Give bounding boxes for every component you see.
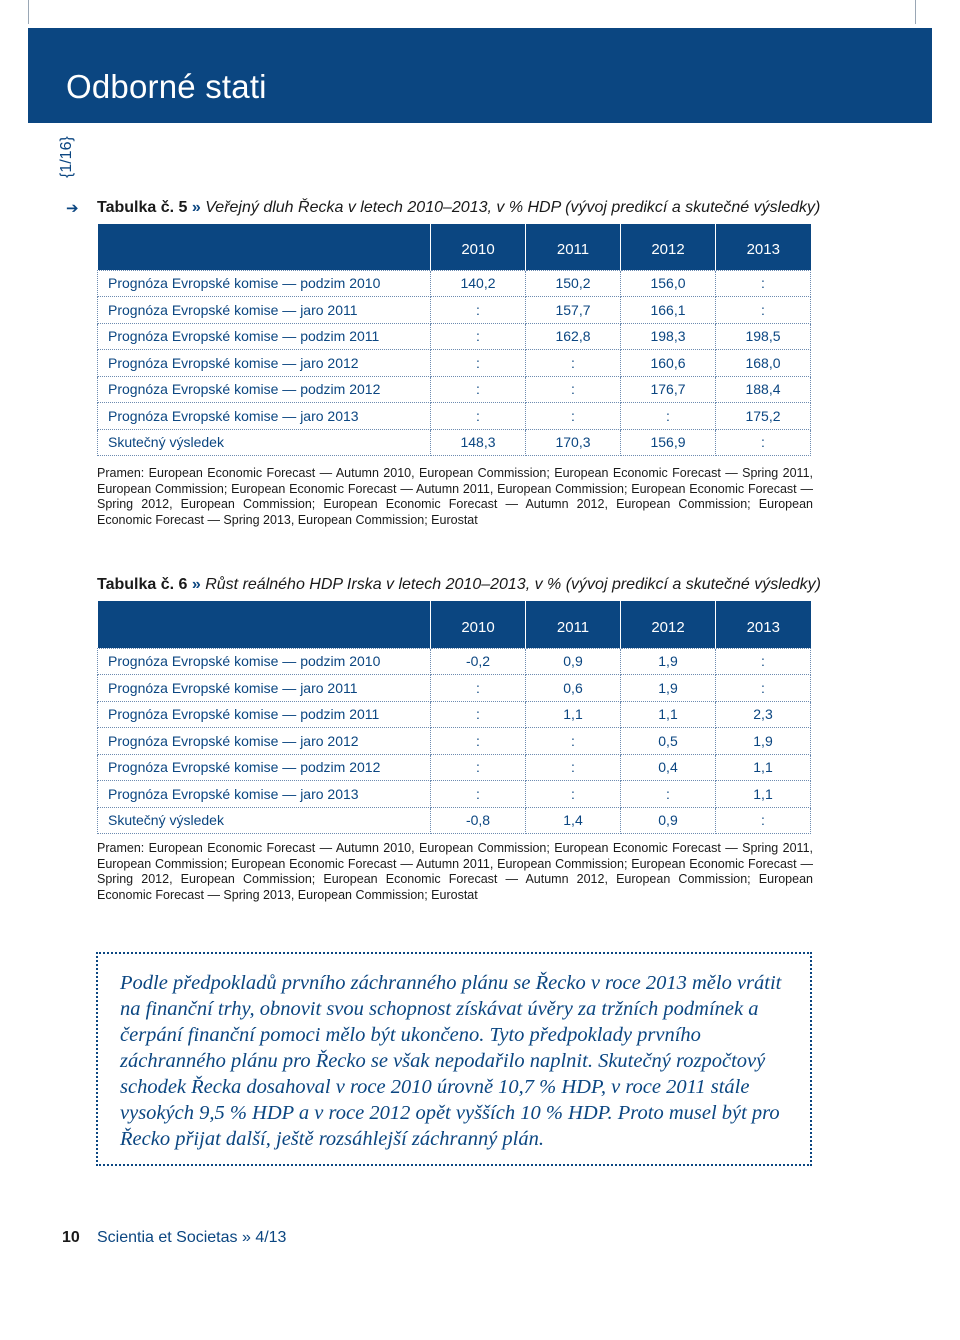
table5-header-row xyxy=(98,224,811,270)
page-number: 10 xyxy=(62,1229,80,1246)
table-cell: : xyxy=(716,429,811,456)
row-label: Prognóza Evropské komise — jaro 2012 xyxy=(98,350,431,377)
table-cell: 1,9 xyxy=(621,675,716,702)
table-cell: 1,4 xyxy=(526,807,621,834)
row-label: Prognóza Evropské komise — podzim 2012 xyxy=(98,376,431,403)
table-cell: 150,2 xyxy=(526,270,621,297)
table5-label: Tabulka č. 5 xyxy=(97,199,188,216)
table5-caption xyxy=(97,199,820,217)
table-cell: 198,3 xyxy=(621,323,716,350)
table-cell: 156,9 xyxy=(621,429,716,456)
table-cell: 176,7 xyxy=(621,376,716,403)
table-row xyxy=(98,297,811,324)
table5-body xyxy=(98,270,811,456)
table5 xyxy=(97,224,811,456)
table-cell: -0,8 xyxy=(431,807,526,834)
table-cell: : xyxy=(526,781,621,808)
table-row xyxy=(98,323,811,350)
table-cell: : xyxy=(526,754,621,781)
table-cell: : xyxy=(431,323,526,350)
table-cell: : xyxy=(431,403,526,430)
table-cell: : xyxy=(431,376,526,403)
table5-source: Pramen: European Economic Forecast — Autumn 2010, European Commission; European Economic Forecast — Spring 2011, European Commission; European Economic Forecast — Autumn 2011, European Commission; European Economic Forecast — Spring 2012, European Commission; European Economic Forecast — Autumn 2012, European Commission; European Economic Forecast — Spring 2013, European Commission; Eurostat xyxy=(97,466,813,527)
table-cell: 198,5 xyxy=(716,323,811,350)
table-cell: : xyxy=(431,297,526,324)
table-cell: -0,2 xyxy=(431,648,526,675)
table6-title: Růst reálného HDP Irska v letech 2010–2013, v % (vývoj predikcí a skutečné výsledky) xyxy=(205,576,821,593)
table-cell: 1,9 xyxy=(716,728,811,755)
table6-separator: » xyxy=(191,576,201,593)
row-label: Prognóza Evropské komise — jaro 2011 xyxy=(98,675,431,702)
row-label: Prognóza Evropské komise — jaro 2012 xyxy=(98,728,431,755)
row-label: Prognóza Evropské komise — podzim 2011 xyxy=(98,323,431,350)
quote-text: Podle předpokladů prvního záchranného plánu se Řecko v roce 2013 mělo vrátit na finanční trhy, obnovit svou schopnost získávat úvěry za tržních podmínek a čerpání finanční pomoci mělo být ukončeno. Tyto předpoklady prvního záchranného plánu pro Řecko se však nepodařilo naplnit. Skutečný rozpočtový schodek Řecka dosahoval v roce 2010 úrovně 10,7 % HDP, v roce 2011 stále vysokých 9,5 % HDP a v roce 2012 opět vyšších 10 % HDP. Proto musel být pro Řecko přijat další, ještě rozsáhlejší záchranný plán. xyxy=(120,972,782,1150)
table-cell: : xyxy=(716,807,811,834)
table-row xyxy=(98,648,811,675)
table-row xyxy=(98,701,811,728)
table6-caption xyxy=(97,576,821,594)
table-cell: : xyxy=(431,675,526,702)
table5-col-2011: 2011 xyxy=(526,224,621,270)
table-row xyxy=(98,270,811,297)
table5-col-label xyxy=(98,224,431,270)
table-cell: : xyxy=(431,701,526,728)
crop-mark-right xyxy=(915,0,916,24)
table6-col-2011: 2011 xyxy=(526,601,621,648)
table6-label: Tabulka č. 6 xyxy=(97,576,188,593)
row-label: Prognóza Evropské komise — podzim 2010 xyxy=(98,648,431,675)
table-row xyxy=(98,728,811,755)
section-title: Odborné stati xyxy=(66,68,267,105)
table-cell: : xyxy=(431,754,526,781)
crop-mark-left xyxy=(28,0,29,24)
arrow-right-icon: ➔ xyxy=(66,200,79,217)
table-cell: 160,6 xyxy=(621,350,716,377)
table-cell: : xyxy=(526,728,621,755)
table-cell: : xyxy=(716,648,811,675)
table-cell: 0,5 xyxy=(621,728,716,755)
table-cell: 168,0 xyxy=(716,350,811,377)
row-label: Prognóza Evropské komise — jaro 2013 xyxy=(98,781,431,808)
table-row xyxy=(98,376,811,403)
table5-separator: » xyxy=(191,199,201,216)
table-cell: 0,9 xyxy=(526,648,621,675)
table6-col-2013: 2013 xyxy=(716,601,811,648)
table-cell: 1,1 xyxy=(526,701,621,728)
row-label: Skutečný výsledek xyxy=(98,807,431,834)
table-row xyxy=(98,781,811,808)
table-cell: : xyxy=(716,297,811,324)
table6-col-2010: 2010 xyxy=(431,601,526,648)
table6-body xyxy=(98,648,811,834)
row-label: Prognóza Evropské komise — podzim 2011 xyxy=(98,701,431,728)
table-cell: : xyxy=(431,781,526,808)
table-cell: 1,1 xyxy=(716,754,811,781)
table-cell: 166,1 xyxy=(621,297,716,324)
table6-col-label xyxy=(98,601,431,648)
table-cell: 140,2 xyxy=(431,270,526,297)
table5-title: Veřejný dluh Řecka v letech 2010–2013, v % HDP (vývoj predikcí a skutečné výsledky) xyxy=(205,199,821,216)
table6 xyxy=(97,601,811,834)
table-cell: 1,1 xyxy=(716,781,811,808)
table-cell: 148,3 xyxy=(431,429,526,456)
row-label: Prognóza Evropské komise — jaro 2013 xyxy=(98,403,431,430)
table-cell: : xyxy=(431,728,526,755)
table-row xyxy=(98,754,811,781)
table-cell: : xyxy=(621,781,716,808)
row-label: Prognóza Evropské komise — podzim 2012 xyxy=(98,754,431,781)
table-cell: : xyxy=(431,350,526,377)
table6-header-row xyxy=(98,601,811,648)
row-label: Prognóza Evropské komise — podzim 2010 xyxy=(98,270,431,297)
page-indicator: {1/16} xyxy=(58,136,75,178)
publication-name: Scientia et Societas » 4/13 xyxy=(97,1229,287,1246)
table-cell: 188,4 xyxy=(716,376,811,403)
row-label: Prognóza Evropské komise — jaro 2011 xyxy=(98,297,431,324)
table-cell: 0,9 xyxy=(621,807,716,834)
table5-col-2010: 2010 xyxy=(431,224,526,270)
table-cell: 162,8 xyxy=(526,323,621,350)
table-cell: : xyxy=(526,350,621,377)
table-cell: 2,3 xyxy=(716,701,811,728)
table5-col-2013: 2013 xyxy=(716,224,811,270)
table-cell: : xyxy=(526,376,621,403)
table-cell: 170,3 xyxy=(526,429,621,456)
table-cell: : xyxy=(621,403,716,430)
table6-col-2012: 2012 xyxy=(621,601,716,648)
table-cell: : xyxy=(716,675,811,702)
row-label: Skutečný výsledek xyxy=(98,429,431,456)
table-cell: 156,0 xyxy=(621,270,716,297)
table-row xyxy=(98,675,811,702)
table-cell: 1,9 xyxy=(621,648,716,675)
table6-source: Pramen: European Economic Forecast — Autumn 2010, European Commission; European Economic Forecast — Spring 2011, European Commission; European Economic Forecast — Autumn 2011, European Commission; European Economic Forecast — Spring 2012, European Commission; European Economic Forecast — Autumn 2012, European Commission; European Economic Forecast — Spring 2013, European Commission; Eurostat xyxy=(97,841,813,902)
table-cell: : xyxy=(526,403,621,430)
table-row xyxy=(98,807,811,834)
table-cell: : xyxy=(716,270,811,297)
table-cell: 175,2 xyxy=(716,403,811,430)
table-cell: 1,1 xyxy=(621,701,716,728)
table-cell: 157,7 xyxy=(526,297,621,324)
table-cell: 0,6 xyxy=(526,675,621,702)
table-row xyxy=(98,403,811,430)
table-cell: 0,4 xyxy=(621,754,716,781)
table-row xyxy=(98,429,811,456)
table5-col-2012: 2012 xyxy=(621,224,716,270)
table-row xyxy=(98,350,811,377)
